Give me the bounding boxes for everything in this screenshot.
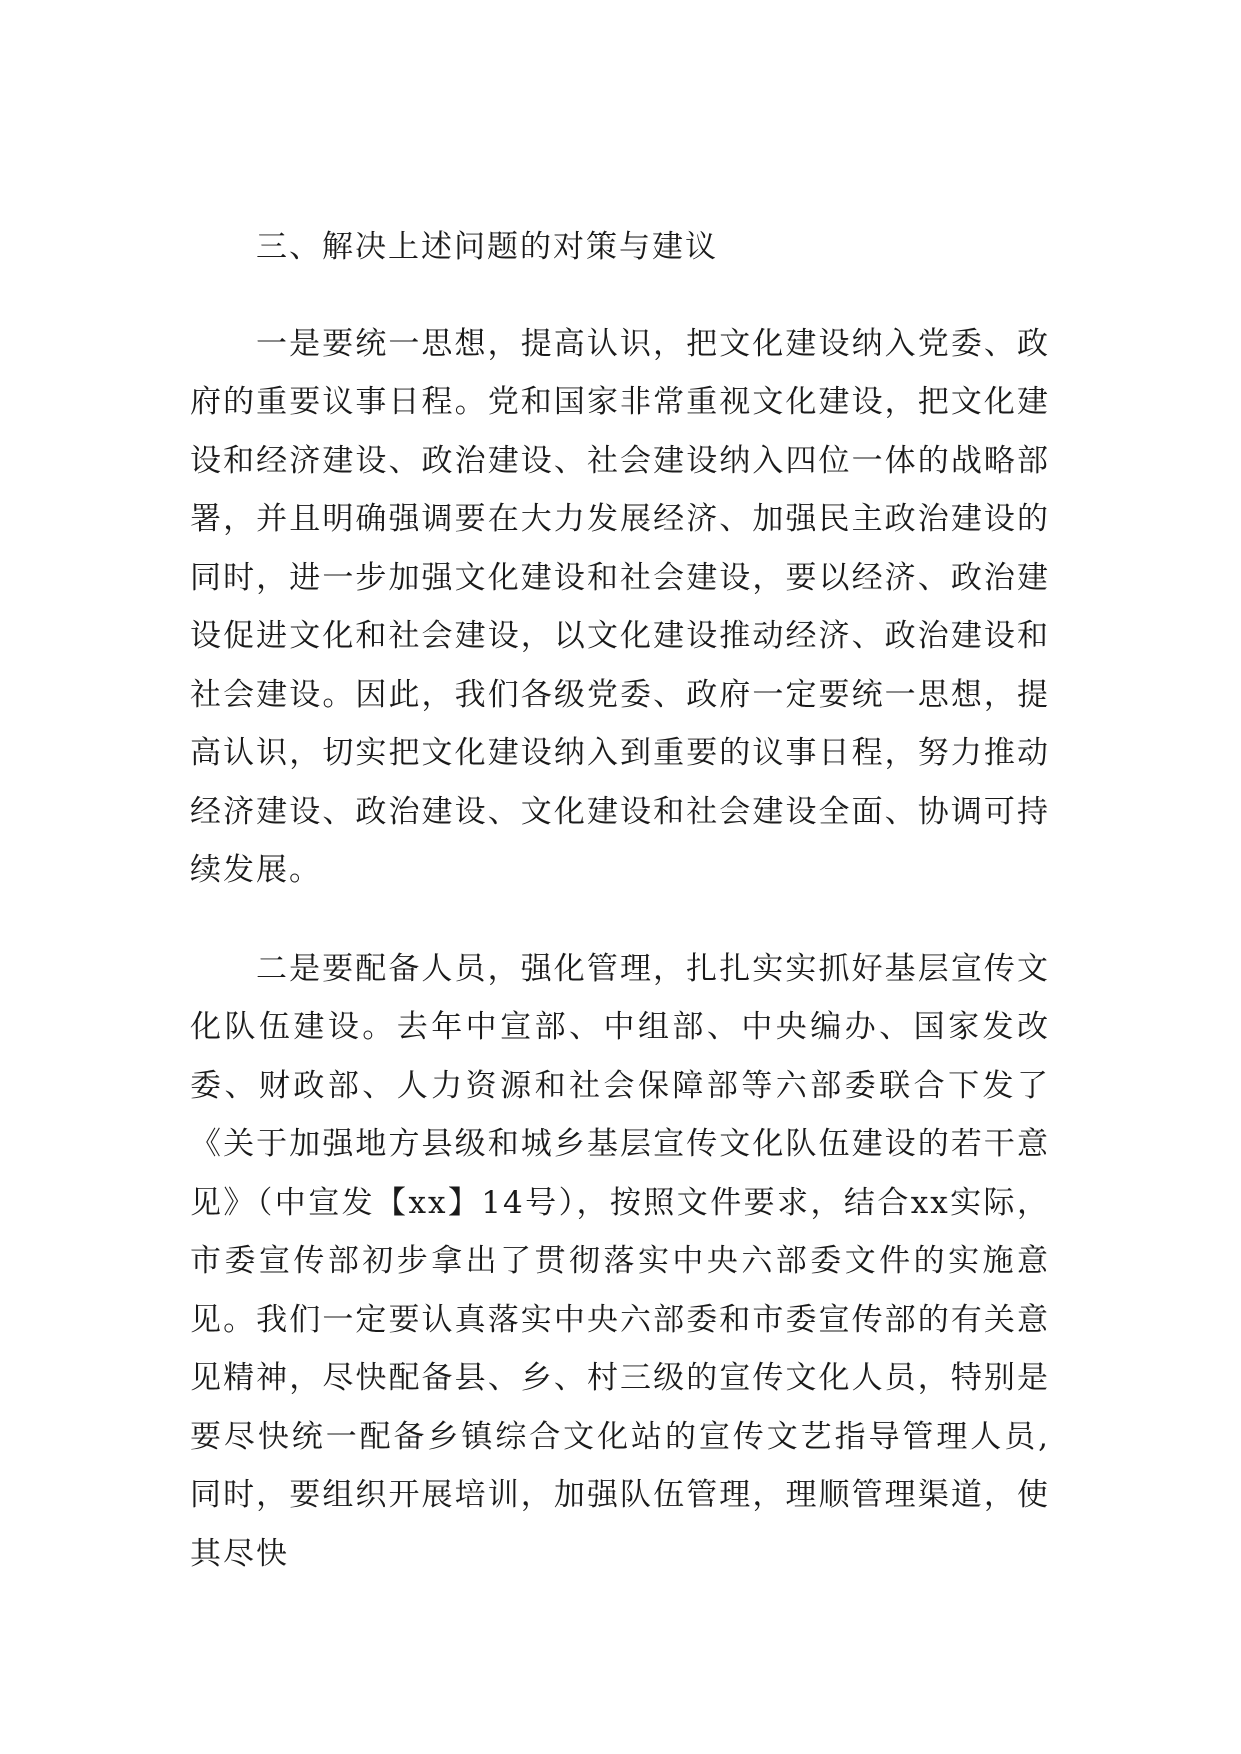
document-body xyxy=(190,218,1050,1583)
section-heading: 三、解决上述问题的对策与建议 xyxy=(256,229,718,265)
paragraph-2: 二是要配备人员，强化管理，扎扎实实抓好基层宣传文化队伍建设。去年中宣部、中组部、中央编办、国家发改委、财政部、人力资源和社会保障部等六部委联合下发了《关于加强地方县级和城乡基层宣传文化队伍建设的若干意见》（中宣发【xx】14号），按照文件要求，结合xx实际，市委宣传部初步拿出了贯彻落实中央六部委文件的实施意见。我们一定要认真落实中央六部委和市委宣传部的有关意见精神，尽快配备县、乡、村三级的宣传文化人员，特别是要尽快统一配备乡镇综合文化站的宣传文艺指导管理人员,同时，要组织开展培训，加强队伍管理，理顺管理渠道，使其尽快 xyxy=(190,950,1050,1572)
paragraph-1: 一是要统一思想，提高认识，把文化建设纳入党委、政府的重要议事日程。党和国家非常重视文化建设，把文化建设和经济建设、政治建设、社会建设纳入四位一体的战略部署，并且明确强调要在大力发展经济、加强民主政治建设的同时，进一步加强文化建设和社会建设，要以经济、政治建设促进文化和社会建设，以文化建设推动经济、政治建设和社会建设。因此，我们各级党委、政府一定要统一思想，提高认识，切实把文化建设纳入到重要的议事日程，努力推动经济建设、政治建设、文化建设和社会建设全面、协调可持续发展。 xyxy=(190,325,1050,888)
